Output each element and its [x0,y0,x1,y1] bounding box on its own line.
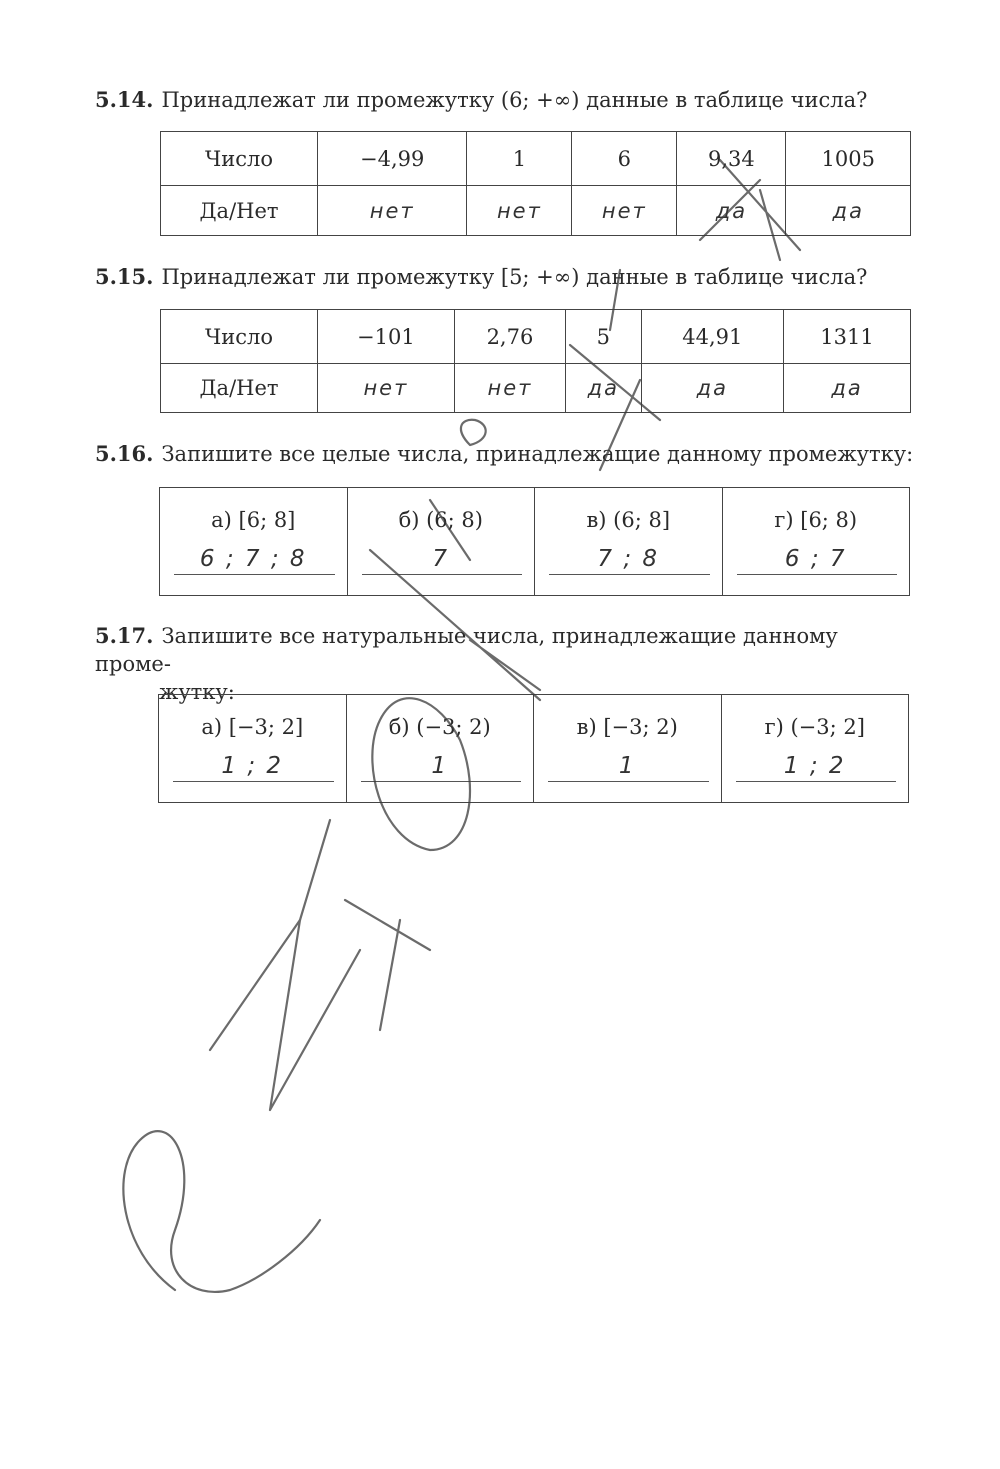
answer-cell: нет [454,364,565,413]
interval-cell [346,695,534,803]
answer-line [362,574,523,575]
row-header: Да/Нет [161,186,318,236]
scribble-stroke [210,920,360,1110]
handwritten-answer: 1 ; 2 [221,753,284,779]
interval-label: г) (−3; 2] [764,715,865,739]
task-5-17-table [158,694,909,803]
answer-cell: да [566,364,641,413]
number-cell: 1005 [786,132,911,186]
interval-cell [535,488,723,596]
number-cell: −4,99 [318,132,467,186]
interval-label: в) [−3; 2) [576,715,678,739]
number-cell: 5 [566,310,641,364]
number-cell: 1311 [784,310,911,364]
answer-line [173,781,334,782]
handwritten-answer: 1 [431,753,449,779]
handwritten-answer: 1 [618,753,636,779]
table-row [160,488,910,596]
task-5-16-heading [95,440,915,468]
task-5-15-heading [95,263,915,291]
number-cell: 6 [572,132,677,186]
interval-cell [721,695,909,803]
row-header: Число [161,310,318,364]
interval-cell [722,488,910,596]
task-5-16-table [159,487,910,596]
task-number: 5.14. [95,87,154,112]
answer-line [549,574,710,575]
answer-cell: нет [467,186,572,236]
number-cell: −101 [318,310,455,364]
number-cell: 9,34 [677,132,786,186]
answer-cell: да [677,186,786,236]
task-5-14-heading [95,86,915,114]
handwritten-answer: 6 ; 7 [784,546,847,572]
answer-line [361,781,522,782]
task-text: Запишите все целые числа, принадлежащие данному промежутку: [161,442,914,466]
answer-line [737,574,898,575]
answer-line [174,574,335,575]
task-text: Принадлежат ли промежутку (6; +∞) данные в таблице числа? [161,88,868,112]
interval-cell [160,488,348,596]
interval-label: б) (−3; 2) [388,715,491,739]
interval-cell [347,488,535,596]
task-number: 5.15. [95,264,154,289]
interval-label: г) [6; 8) [774,508,858,532]
table-row [161,132,911,186]
task-text: Запишите все натуральные числа, принадлежащие данному проме- [95,624,838,676]
interval-cell [534,695,722,803]
scribble-stroke [300,820,430,1030]
row-header: Число [161,132,318,186]
number-cell: 44,91 [641,310,783,364]
handwritten-answer: 7 ; 8 [597,546,660,572]
table-row [159,695,909,803]
answer-cell: да [641,364,783,413]
answer-cell: нет [318,186,467,236]
interval-label: в) (6; 8] [586,508,671,532]
interval-cell [159,695,347,803]
handwritten-answer: 7 [432,546,450,572]
scribble-stroke [123,1131,320,1292]
interval-label: а) [−3; 2] [201,715,304,739]
table-row [161,310,911,364]
answer-cell: нет [572,186,677,236]
table-row [161,186,911,236]
interval-label: б) (6; 8) [398,508,483,532]
answer-cell: нет [318,364,455,413]
number-cell: 1 [467,132,572,186]
task-5-14-table [160,131,911,236]
answer-line [736,781,897,782]
answer-cell: да [786,186,911,236]
row-header: Да/Нет [161,364,318,413]
interval-label: а) [6; 8] [211,508,296,532]
task-number: 5.16. [95,441,154,466]
task-number: 5.17. [95,623,154,648]
task-text-continued: жутку: [159,680,235,704]
number-cell: 2,76 [454,310,565,364]
answer-cell: да [784,364,911,413]
task-5-15-table [160,309,911,413]
table-row [161,364,911,413]
handwritten-answer: 1 ; 2 [783,753,846,779]
task-text: Принадлежат ли промежутку [5; +∞) данные в таблице числа? [161,265,868,289]
handwritten-answer: 6 ; 7 ; 8 [199,546,307,572]
answer-line [548,781,709,782]
